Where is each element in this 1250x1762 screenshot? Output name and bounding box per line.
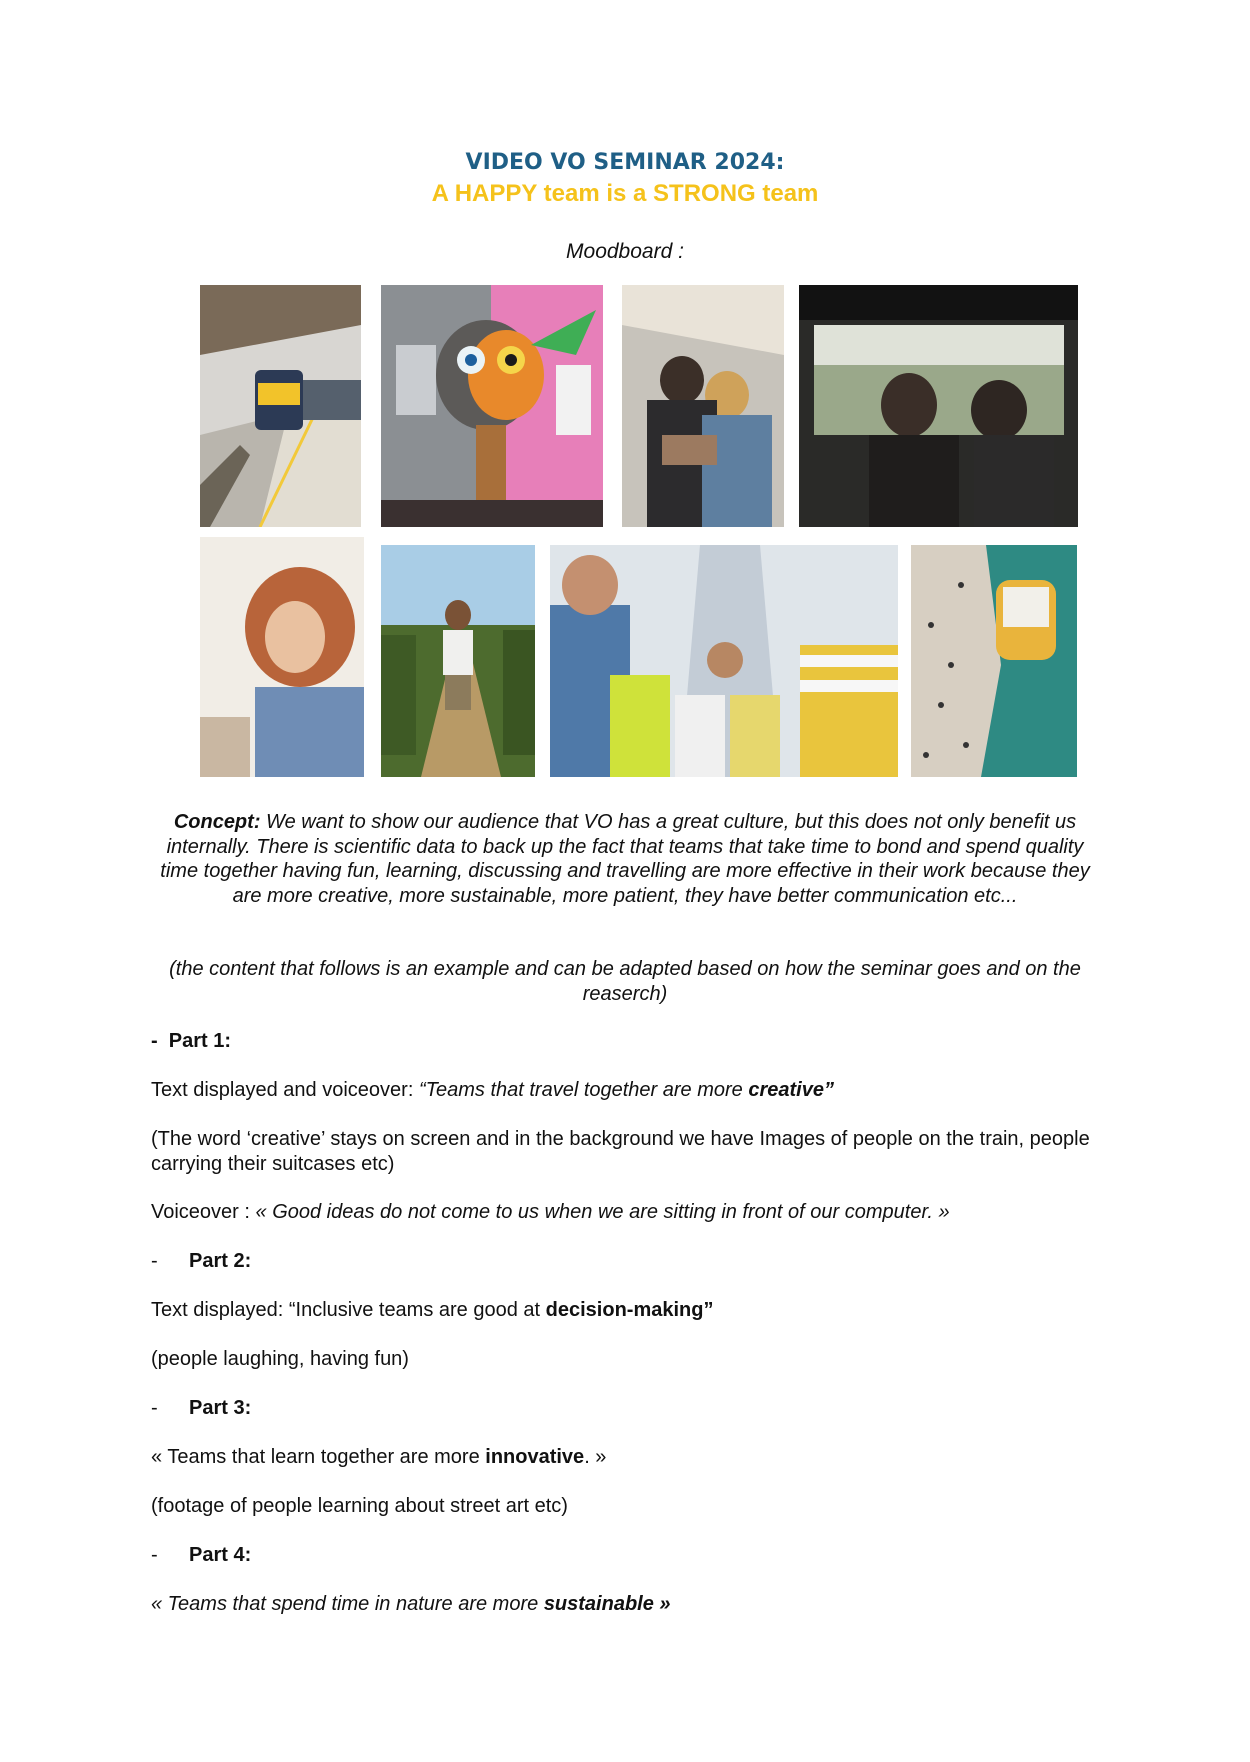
part-1-displayed-text: Text displayed and voiceover: “Teams that travel together are more creative”: [151, 1079, 834, 1101]
document-subtitle: A HAPPY team is a STRONG team: [431, 180, 819, 207]
concept-label: Concept:: [173, 811, 261, 833]
street-art-owl-photo: [381, 285, 603, 527]
train-station-photo: [200, 285, 361, 527]
document-title: VIDEO VO SEMINAR 2024:: [465, 150, 785, 175]
part-1-description: (The word ‘creative’ stays on screen and in the background we have Images of people on the train, people carrying their suitcases etc): [151, 1128, 1090, 1175]
part-3-description: (footage of people learning about street art etc): [151, 1495, 568, 1517]
concept-text: We want to show our audience that VO has a great culture, but this does not only benefit us internally. There is scientific data to back up the fact that teams that take time to bond and spend quality time together having fun, learning, discussing and travelling are more effective in their work because they are more creative, more sustainable, more patient, they have better communication etc...: [160, 811, 1090, 907]
train-window-passengers-photo: [799, 285, 1078, 527]
part-3-heading: - Part 3:: [151, 1397, 252, 1419]
part-3-quote: « Teams that learn together are more innovative. »: [151, 1446, 607, 1468]
moodboard-label: Moodboard :: [566, 240, 684, 263]
part-1-heading: - Part 1:: [151, 1030, 232, 1052]
part-2-displayed-text: Text displayed: “Inclusive teams are good at decision-making”: [151, 1299, 714, 1321]
concept-paragraph: [155, 810, 1095, 908]
part-4-quote: « Teams that spend time in nature are more sustainable »: [151, 1593, 671, 1615]
group-hug-photo: [622, 285, 784, 527]
part-1-dash: -: [151, 1030, 158, 1052]
team-high-five-photo: [550, 545, 898, 777]
part-2-heading: - Part 2:: [151, 1250, 252, 1272]
part-2-description: (people laughing, having fun): [151, 1348, 409, 1370]
part-4-heading: - Part 4:: [151, 1544, 252, 1566]
adaptation-note: (the content that follows is an example and can be adapted based on how the seminar goes and on the reaserch): [169, 958, 1081, 1005]
vineyard-walk-photo: [381, 545, 535, 777]
part-1-voiceover: Voiceover : « Good ideas do not come to us when we are sitting in front of our computer. »: [151, 1201, 950, 1223]
smiling-woman-photo: [200, 537, 364, 777]
canal-boat-aerial-photo: [911, 545, 1077, 777]
